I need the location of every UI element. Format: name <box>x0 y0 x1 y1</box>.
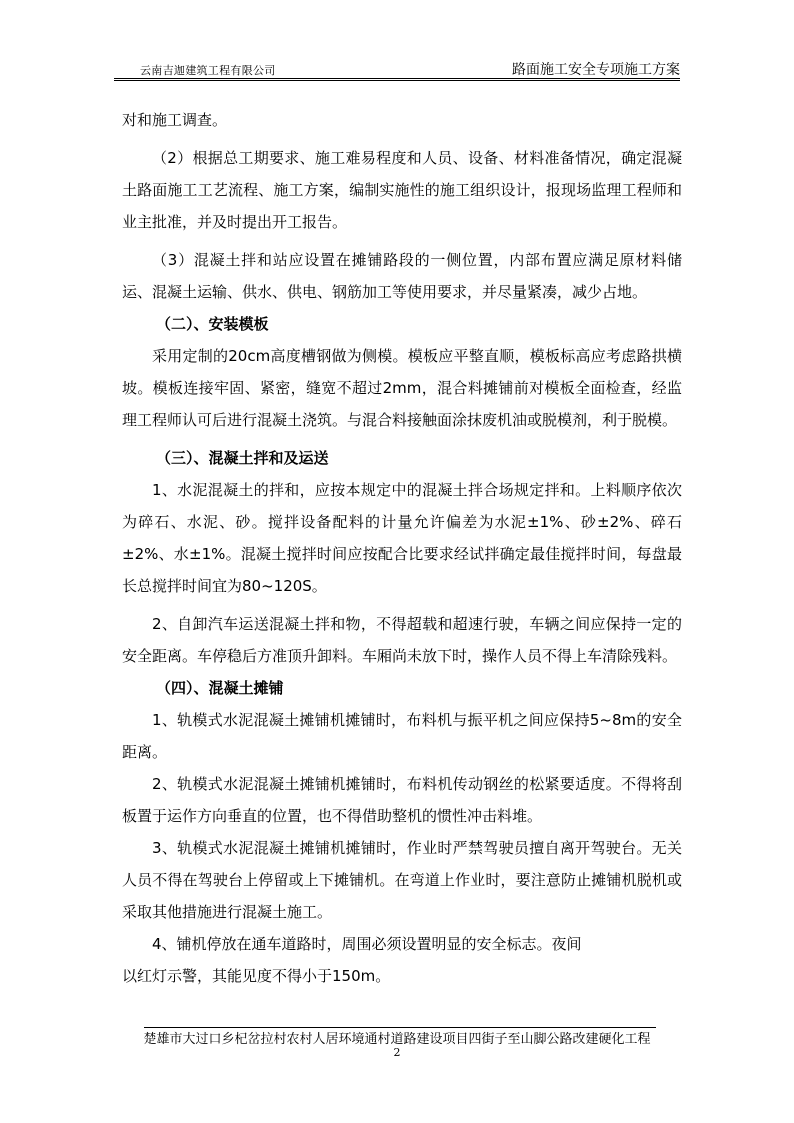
header-divider <box>114 78 680 79</box>
paragraph: 对和施工调查。 <box>122 111 228 129</box>
paragraph: 采用定制的20cm高度槽钢做为侧模。模板应平整直顺，模板标高应考虑路拱横坡。模板连接牢固、紧密，缝宽不超过2mm，混合料摊铺前对模板全面检查，经监理工程师认可后进行混凝土浇筑。与混合料接触面涂抹废机油或脱模剂，利于脱模。 <box>122 347 682 429</box>
paragraph: （2）根据总工期要求、施工难易程度和人员、设备、材料准备情况，确定混凝土路面施工工艺流程、施工方案，编制实施性的施工组织设计，报现场监理工程师和业主批准，并及时提出开工报告。 <box>122 149 682 231</box>
paragraph: 1、水泥混凝土的拌和，应按本规定中的混凝土拌合场规定拌和。上料顺序依次为碎石、水泥、砂。搅拌设备配料的计量允许偏差为水泥±1%、砂±2%、碎石±2%、水±1%。混凝土搅拌时间应按配合比要求经试拌确定最佳搅拌时间，每盘最长总搅拌时间宜为80~120S。 <box>122 481 682 595</box>
paragraph: 3、轨模式水泥混凝土摊铺机摊铺时，作业时严禁驾驶员擅自离开驾驶台。无关人员不得在驾驶台上停留或上下摊铺机。在弯道上作业时，要注意防止摊铺机脱机或采取其他措施进行混凝土施工。 <box>122 839 682 921</box>
page-number: 2 <box>393 1046 401 1059</box>
header-divider-secondary <box>114 80 680 81</box>
paragraph: 以红灯示警，其能见度不得小于150m。 <box>122 967 391 985</box>
paragraph: 2、自卸汽车运送混凝土拌和物，不得超载和超速行驶，车辆之间应保持一定的安全距离。车停稳后方准顶升卸料。车厢尚未放下时，操作人员不得上车清除残料。 <box>122 615 682 665</box>
section-heading: （三）、混凝土拌和及运送 <box>156 449 329 467</box>
paragraph: 1、轨模式水泥混凝土摊铺机摊铺时，布料机与振平机之间应保持5~8m的安全距离。 <box>122 711 682 761</box>
document-title: 路面施工安全专项施工方案 <box>512 62 680 78</box>
paragraph: 4、铺机停放在通车道路时，周围必须设置明显的安全标志。夜间 <box>152 935 582 953</box>
project-name: 楚雄市大过口乡杞岔拉村农村人居环境通村道路建设项目四街子至山脚公路改建硬化工程 <box>143 1032 651 1047</box>
paragraph: 2、轨模式水泥混凝土摊铺机摊铺时，布料机传动钢丝的松紧要适度。不得将刮板置于运作方向垂直的位置，也不得借助整机的惯性冲击料堆。 <box>122 775 682 825</box>
section-heading: （二）、安装模板 <box>156 315 269 333</box>
section-heading: （四）、混凝土摊铺 <box>156 679 284 697</box>
company-name: 云南吉迦建筑工程有限公司 <box>140 64 276 77</box>
paragraph: （3）混凝土拌和站应设置在摊铺路段的一侧位置，内部布置应满足原材料储运、混凝土运输、供水、供电、钢筋加工等使用要求，并尽量紧凑，减少占地。 <box>122 251 682 301</box>
document-body <box>122 104 682 998</box>
